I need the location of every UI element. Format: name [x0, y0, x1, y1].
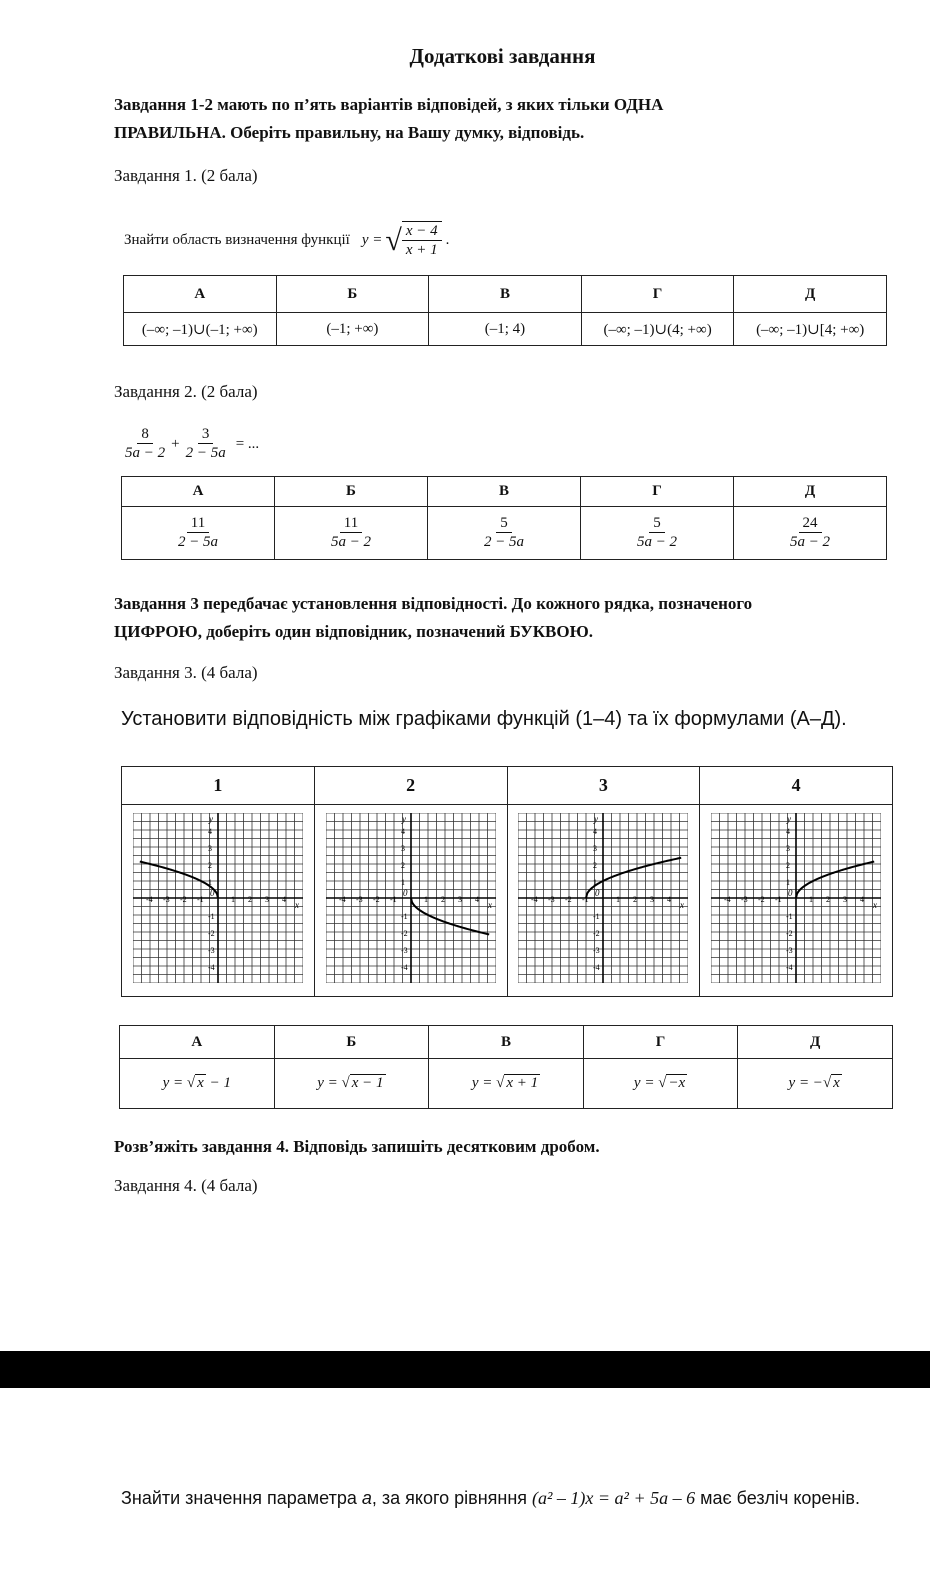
y-tick-label: 3 — [786, 844, 791, 853]
x-tick-label: 2 — [826, 895, 831, 904]
x-tick-label: 4 — [667, 895, 672, 904]
graph-1 — [133, 813, 303, 983]
intro3-line-1: Завдання 3 передбачає установлення відповідності. До кожного рядка, позначеного — [114, 594, 753, 613]
graph-header-4: 4 — [700, 767, 893, 805]
x-tick-label: -4 — [724, 895, 731, 904]
x-tick-label: -2 — [372, 895, 380, 904]
task2-answer-b[interactable]: $\frac{11}{5a - 2}$ — [275, 507, 428, 560]
y-tick-label: -4 — [786, 963, 793, 972]
x-axis-label: x — [873, 900, 878, 910]
task1-label: Завдання 1. (2 бала) — [114, 166, 258, 185]
x-tick-label: 3 — [457, 895, 462, 904]
x-tick-label: -4 — [531, 895, 539, 904]
y-axis-label: y — [401, 814, 406, 824]
y-tick-label: -4 — [207, 963, 215, 972]
y-tick-label: 4 — [786, 827, 791, 836]
task3-label: Завдання 3. (4 бала) — [114, 663, 258, 682]
sqrt-sign-icon: √ — [385, 223, 402, 257]
intro-line-1: Завдання 1-2 мають по п’ять варіантів відповідей, з яких тільки ОДНА — [114, 95, 664, 114]
task2-answer-c[interactable]: $\frac{5}{2 - 5a}$ — [428, 507, 581, 560]
y-tick-label: -2 — [207, 929, 215, 938]
task3-header-d: Г — [583, 1026, 738, 1059]
task3-graphs-table — [121, 766, 893, 997]
y-tick-label: -1 — [593, 912, 601, 921]
task3-prompt: Установити відповідність між графіками функцій (1–4) та їх формулами (А–Д). — [121, 708, 847, 730]
x-tick-label: 1 — [423, 895, 428, 904]
task1-answer-d[interactable]: (–∞; –1)∪(4; +∞) — [581, 313, 734, 346]
task3-header-b: Б — [274, 1026, 429, 1059]
task2-expression: $\frac{8}{5a - 2}$ + $\frac{3}{2 - 5a}$ = ... — [121, 425, 259, 463]
y-tick-label: 3 — [593, 844, 598, 853]
y-tick-label: 3 — [207, 844, 212, 853]
x-tick-label: -4 — [338, 895, 346, 904]
x-tick-label: -3 — [741, 895, 748, 904]
y-tick-label: 2 — [400, 861, 405, 870]
intro-tasks-1-2 — [114, 91, 914, 147]
x-tick-label: -4 — [145, 895, 153, 904]
sqrt-sign-icon: √ — [822, 1075, 832, 1091]
x-tick-label: 2 — [633, 895, 638, 904]
x-tick-label: -2 — [565, 895, 573, 904]
task2-answer-e[interactable]: $\frac{24}{5a - 2}$ — [734, 507, 887, 560]
task3-formulas-table — [119, 1025, 893, 1109]
y-tick-label: 4 — [207, 827, 212, 836]
graph-cell-3[interactable] — [507, 805, 700, 997]
x-tick-label: 4 — [281, 895, 286, 904]
x-tick-label: 2 — [440, 895, 445, 904]
y-tick-label: -2 — [400, 929, 408, 938]
y-axis-label: y — [208, 814, 213, 824]
y-tick-label: -3 — [786, 946, 793, 955]
intro-task-4: Розв’яжіть завдання 4. Відповідь запишіть десятковим дробом. — [114, 1137, 600, 1156]
task1-header-b: Б — [276, 276, 429, 313]
y-tick-label: -4 — [400, 963, 408, 972]
x-tick-label: -2 — [758, 895, 765, 904]
y-tick-label: 2 — [207, 861, 212, 870]
y-tick-label: -3 — [593, 946, 601, 955]
graph-header-2: 2 — [314, 767, 507, 805]
graph-cell-4[interactable] — [700, 805, 893, 997]
task2-header-e: Д — [734, 477, 887, 507]
intro-line-2: ПРАВИЛЬНА. Оберіть правильну, на Вашу думку, відповідь. — [114, 123, 585, 142]
y-tick-label: -2 — [593, 929, 601, 938]
y-tick-label: -1 — [207, 912, 215, 921]
graph-2 — [326, 813, 496, 983]
y-tick-label: -1 — [400, 912, 408, 921]
task1-prompt: Знайти область визначення функції — [124, 232, 350, 248]
page-title: Додаткові завдання — [409, 44, 596, 68]
x-tick-label: -3 — [355, 895, 363, 904]
sqrt-sign-icon: √ — [186, 1075, 196, 1091]
task4-statement: Знайти значення параметра a, за якого рівняння (a² – 1)x = a² + 5a – 6 має безліч коренів. — [121, 1488, 860, 1508]
x-tick-label: -3 — [162, 895, 170, 904]
function-curve-1 — [140, 862, 218, 898]
y-tick-label: 4 — [400, 827, 405, 836]
task1-header-c: В — [429, 276, 582, 313]
black-separator-bar — [0, 1351, 930, 1388]
x-tick-label: 2 — [247, 895, 252, 904]
task2-header-d: Г — [581, 477, 734, 507]
task2-header-a: А — [122, 477, 275, 507]
x-tick-label: -3 — [548, 895, 556, 904]
y-tick-label: 4 — [593, 827, 598, 836]
task3-formula-c[interactable]: y = √ x + 1 — [429, 1059, 584, 1109]
task3-formula-d[interactable]: y = √ −x — [583, 1059, 738, 1109]
graph-header-1: 1 — [122, 767, 315, 805]
task1-answer-a[interactable]: (–∞; –1)∪(–1; +∞) — [124, 313, 277, 346]
task2-label: Завдання 2. (2 бала) — [114, 382, 258, 401]
task1-answer-b[interactable]: (–1; +∞) — [276, 313, 429, 346]
intro-task-3 — [114, 590, 924, 646]
y-tick-label: 1 — [593, 878, 598, 887]
x-tick-label: 1 — [809, 895, 814, 904]
y-tick-label: 2 — [593, 861, 598, 870]
task1-formula-lhs: y = — [361, 232, 383, 248]
y-tick-label: 1 — [400, 878, 405, 887]
graph-4 — [711, 813, 881, 983]
x-tick-label: -1 — [196, 895, 204, 904]
x-tick-label: -1 — [582, 895, 590, 904]
y-tick-label: -3 — [207, 946, 215, 955]
graph-cell-2[interactable] — [314, 805, 507, 997]
x-tick-label: -2 — [179, 895, 187, 904]
y-tick-label: -4 — [593, 963, 601, 972]
function-curve-4 — [796, 862, 874, 898]
task3-header-a: А — [120, 1026, 275, 1059]
x-axis-label: x — [487, 900, 492, 910]
x-tick-label: 1 — [616, 895, 621, 904]
task3-formula-e[interactable]: y = −√ x — [738, 1059, 893, 1109]
task2-header-c: В — [428, 477, 581, 507]
task3-header-c: В — [429, 1026, 584, 1059]
task3-formula-b[interactable]: y = √ x − 1 — [274, 1059, 429, 1109]
graph-cell-1[interactable] — [122, 805, 315, 997]
task1-header-a: А — [124, 276, 277, 313]
task1-header-e: Д — [734, 276, 887, 313]
task2-header-b: Б — [275, 477, 428, 507]
y-tick-label: 3 — [400, 844, 405, 853]
y-tick-label: 1 — [207, 878, 212, 887]
task2-answer-a[interactable]: $\frac{11}{2 - 5a}$ — [122, 507, 275, 560]
task1-formula-fraction: $\frac{x - 4}{x + 1}$ — [402, 221, 442, 260]
y-tick-label: 1 — [786, 878, 791, 887]
x-axis-label: x — [680, 900, 685, 910]
task2-answers-table — [121, 476, 887, 560]
intro3-line-2: ЦИФРОЮ, доберіть один відповідник, позначений БУКВОЮ. — [114, 622, 594, 641]
y-tick-label: -1 — [786, 912, 793, 921]
task3-formula-a[interactable]: y = √ x − 1 — [120, 1059, 275, 1109]
task1-header-d: Г — [581, 276, 734, 313]
task2-answer-d[interactable]: $\frac{5}{5a - 2}$ — [581, 507, 734, 560]
x-tick-label: -1 — [389, 895, 397, 904]
task2-fraction-2: $\frac{3}{2 - 5a}$ — [185, 426, 226, 461]
x-tick-label: 4 — [474, 895, 479, 904]
origin-label: 0 — [402, 888, 408, 898]
y-axis-label: y — [787, 814, 792, 824]
task4-equation: (a² – 1)x = a² + 5a – 6 — [532, 1488, 696, 1508]
origin-label: 0 — [788, 888, 793, 898]
x-tick-label: -1 — [775, 895, 782, 904]
x-tick-label: 3 — [843, 895, 848, 904]
x-tick-label: 3 — [650, 895, 655, 904]
sqrt-sign-icon: √ — [496, 1075, 505, 1091]
task1-answer-c[interactable]: (–1; 4) — [429, 313, 582, 346]
y-axis-label: y — [594, 814, 599, 824]
x-tick-label: 3 — [264, 895, 269, 904]
task3-header-e: Д — [738, 1026, 893, 1059]
y-tick-label: -3 — [400, 946, 408, 955]
graph-header-3: 3 — [507, 767, 700, 805]
origin-label: 0 — [209, 888, 215, 898]
sqrt-sign-icon: √ — [341, 1075, 350, 1091]
x-tick-label: 4 — [860, 895, 865, 904]
task1-answers-table — [123, 275, 887, 346]
task1-answer-e[interactable]: (–∞; –1)∪[4; +∞) — [734, 313, 887, 346]
y-tick-label: -2 — [786, 929, 793, 938]
task1-statement: Знайти область визначення функції y = √ $\frac{x - 4}{x + 1}$ . — [124, 223, 450, 258]
x-tick-label: 1 — [230, 895, 235, 904]
x-axis-label: x — [294, 900, 299, 910]
sqrt-sign-icon: √ — [658, 1075, 667, 1091]
graph-3 — [518, 813, 688, 983]
task4-label: Завдання 4. (4 бала) — [114, 1176, 258, 1195]
y-tick-label: 2 — [786, 861, 791, 870]
origin-label: 0 — [595, 888, 600, 898]
task2-fraction-1: $\frac{8}{5a - 2}$ — [125, 426, 166, 461]
